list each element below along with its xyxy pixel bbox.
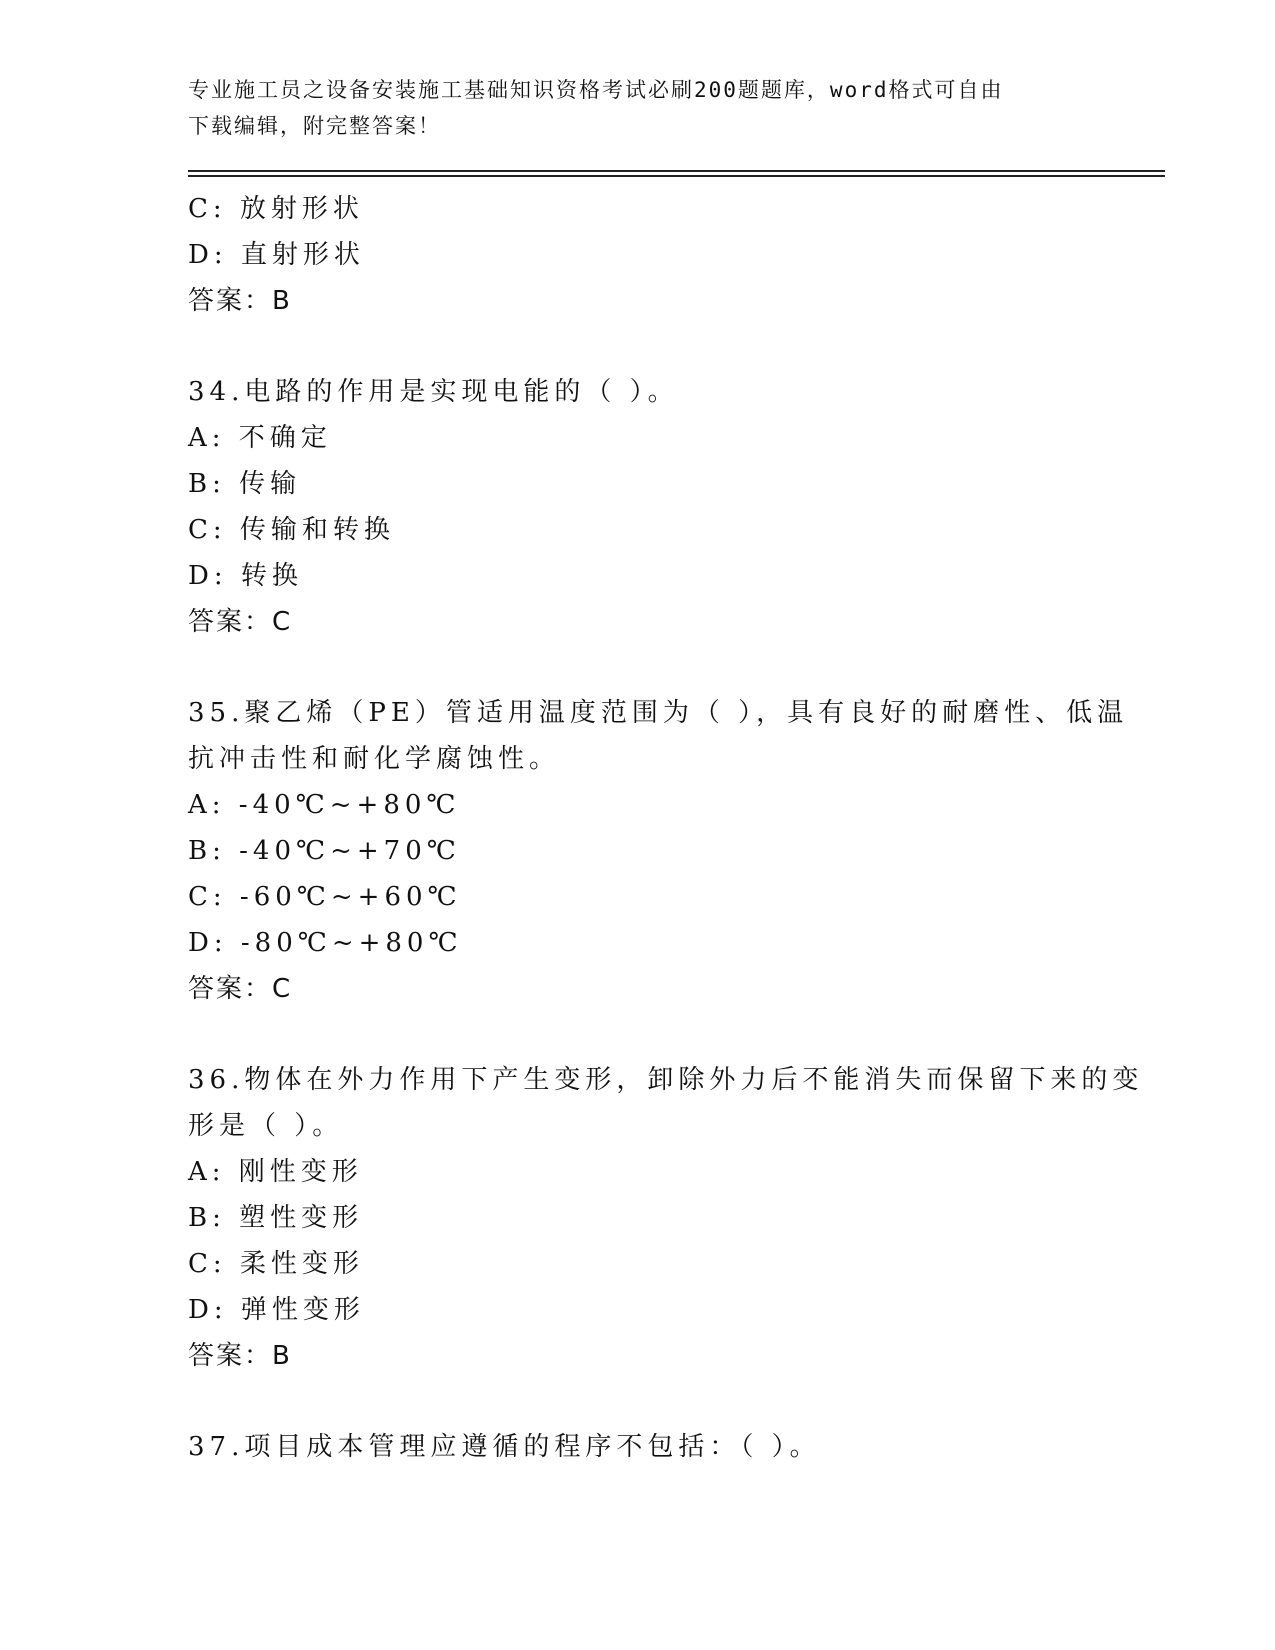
question-list [188, 186, 1144, 1470]
option-d: D: 转换 [188, 561, 303, 591]
answer: 答案：B [188, 286, 292, 316]
header-rule-top [188, 170, 1165, 172]
option-d: D: -80℃~+80℃ [188, 928, 463, 958]
header-line-1: 专业施工员之设备安装施工基础知识资格考试必刷200题题库，word格式可自由 [188, 78, 1004, 102]
question-35-line-1: 35.聚乙烯（PE）管适用温度范围为（ ），具有良好的耐磨性、低温 [188, 698, 1129, 728]
option-d: D: 直射形状 [188, 240, 365, 270]
option-c: C: 传输和转换 [188, 515, 395, 545]
question-37: 37.项目成本管理应遵循的程序不包括：（ ）。 [188, 1432, 821, 1462]
question-34: 34.电路的作用是实现电能的（ ）。 [188, 377, 679, 407]
document-header [188, 72, 1088, 144]
header-rule-bottom [188, 175, 1165, 177]
answer: 答案：B [188, 1341, 292, 1371]
option-c: C: 柔性变形 [188, 1249, 364, 1279]
option-a: A: -40℃~+80℃ [188, 790, 461, 820]
option-d: D: 弹性变形 [188, 1295, 365, 1325]
answer: 答案：C [188, 607, 293, 637]
option-a: A: 刚性变形 [188, 1157, 363, 1187]
option-c: C: 放射形状 [188, 194, 364, 224]
answer: 答案：C [188, 974, 293, 1004]
option-b: B: 传输 [188, 469, 302, 499]
option-b: B: -40℃~+70℃ [188, 836, 461, 866]
header-line-2: 下载编辑，附完整答案！ [188, 114, 441, 138]
option-c: C: -60℃~+60℃ [188, 882, 462, 912]
question-36-line-2: 形是（ ）。 [188, 1111, 344, 1141]
option-b: B: 塑性变形 [188, 1203, 364, 1233]
question-36-line-1: 36.物体在外力作用下产生变形，卸除外力后不能消失而保留下来的变 [188, 1065, 1144, 1095]
option-a: A: 不确定 [188, 423, 332, 453]
question-35-line-2: 抗冲击性和耐化学腐蚀性。 [188, 744, 561, 774]
